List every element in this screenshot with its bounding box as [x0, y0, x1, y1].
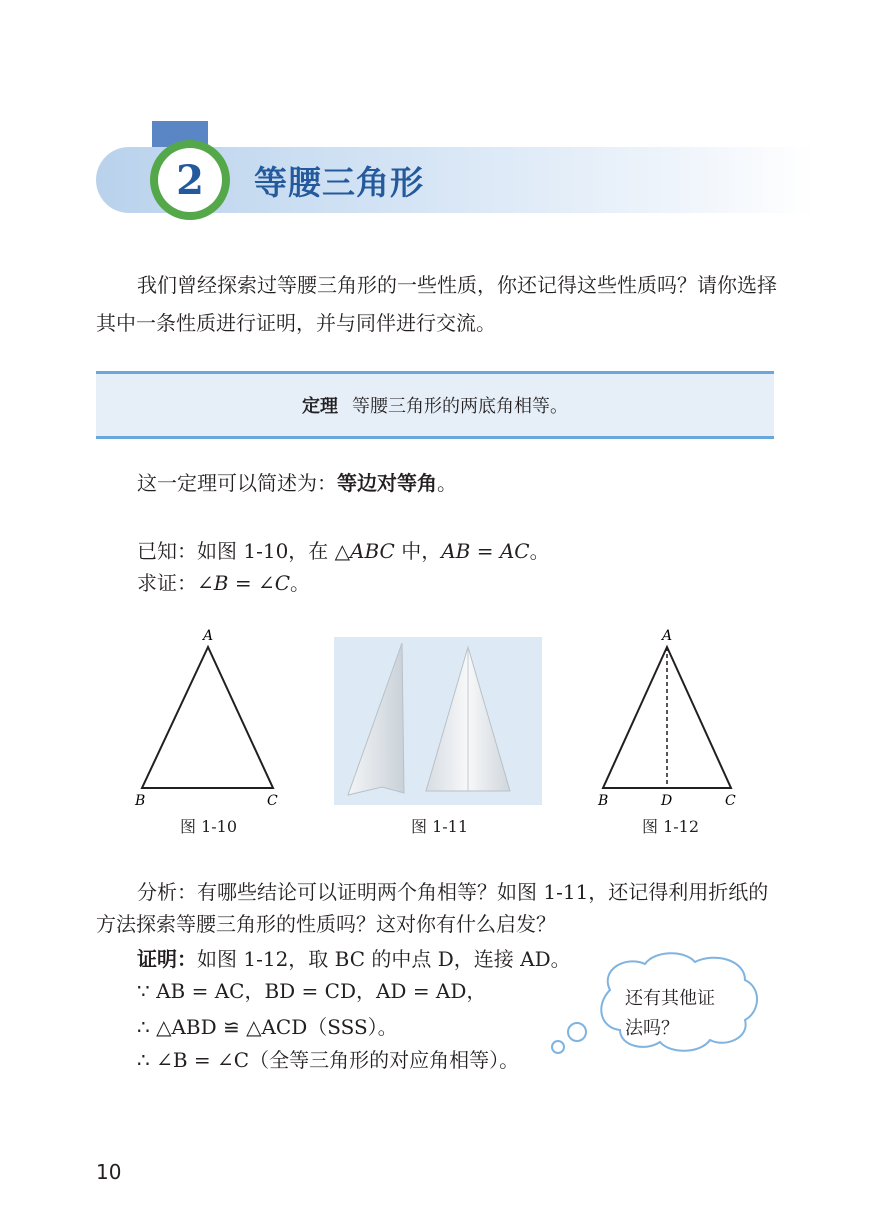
proof-line-2: ∵ AB = AC，BD = CD，AD = AD， [137, 979, 487, 1003]
theorem-text: 等腰三角形的两底角相等。 [352, 396, 568, 417]
given-label: 已知：如图 1-10，在 △ [137, 539, 351, 563]
vertex-c-label: C [267, 793, 278, 809]
summary-bold: 等边对等角 [337, 471, 437, 495]
bubble-line-1: 还有其他证 [625, 988, 715, 1009]
theorem-content [96, 374, 774, 436]
folded-paper [348, 643, 404, 795]
given-eq-sign: = [470, 539, 500, 563]
prove-angle-b: B [213, 571, 229, 595]
proof-line-1 [137, 943, 571, 972]
proof-step-1: 如图 1-12，取 BC 的中点 D，连接 AD。 [197, 947, 571, 971]
given-end: 。 [529, 539, 550, 563]
vertex-a-label: A [203, 628, 214, 644]
given-eq-right: AC [499, 539, 530, 563]
vertex-c-label: C [725, 793, 736, 809]
prove-end: 。 [290, 571, 311, 595]
section-title: 等腰三角形 [254, 163, 424, 202]
prove-label: 求证：∠ [137, 571, 214, 595]
bubble-dot-small [552, 1041, 564, 1053]
vertex-b-label: B [135, 793, 146, 809]
bubble-line-2: 法吗？ [625, 1018, 679, 1039]
proof-label: 证明： [137, 947, 197, 971]
page-number: 10 [96, 1160, 122, 1184]
figure-1-10-triangle [130, 625, 290, 810]
given-line [137, 535, 550, 564]
proof-line-3: ∴ △ABD ≌ △ACD（SSS）。 [137, 1015, 398, 1039]
prove-angle-c: C [274, 571, 291, 595]
summary-suffix: 。 [437, 471, 457, 495]
intro-line-1: 我们曾经探索过等腰三角形的一些性质，你还记得这些性质吗？请你选择 [137, 273, 777, 297]
triangle-abc [142, 647, 273, 788]
summary-prefix: 这一定理可以简述为： [137, 471, 337, 495]
given-mid: 中， [394, 539, 442, 563]
figure-1-12-caption: 图 1-12 [642, 817, 700, 836]
given-eq-left: AB [441, 539, 471, 563]
point-d-label: D [661, 793, 673, 809]
figure-1-10-caption: 图 1-10 [180, 817, 238, 836]
figure-1-11-photo [334, 637, 542, 805]
section-number: 2 [158, 148, 222, 212]
intro-line-2: 其中一条性质进行证明，并与同伴进行交流。 [96, 311, 496, 335]
paper-fold-illustration [334, 637, 542, 805]
summary-line [137, 467, 457, 496]
prove-eq: = ∠ [228, 571, 275, 595]
vertex-b-label: B [598, 793, 609, 809]
bubble-dot-large [568, 1023, 586, 1041]
prove-line [137, 567, 310, 596]
analysis-line-2: 方法探索等腰三角形的性质吗？这对你有什么启发？ [96, 912, 556, 936]
vertex-a-label: A [662, 628, 673, 644]
theorem-label: 定理 [302, 396, 338, 417]
figure-1-12-triangle [595, 625, 755, 810]
analysis-line-1: 分析：有哪些结论可以证明两个角相等？如图 1-11，还记得利用折纸的 [137, 880, 769, 904]
theorem-box [96, 371, 774, 439]
proof-line-4: ∴ ∠B = ∠C（全等三角形的对应角相等）。 [137, 1048, 520, 1072]
given-triangle: ABC [350, 539, 395, 563]
figure-1-11-caption: 图 1-11 [411, 817, 469, 836]
